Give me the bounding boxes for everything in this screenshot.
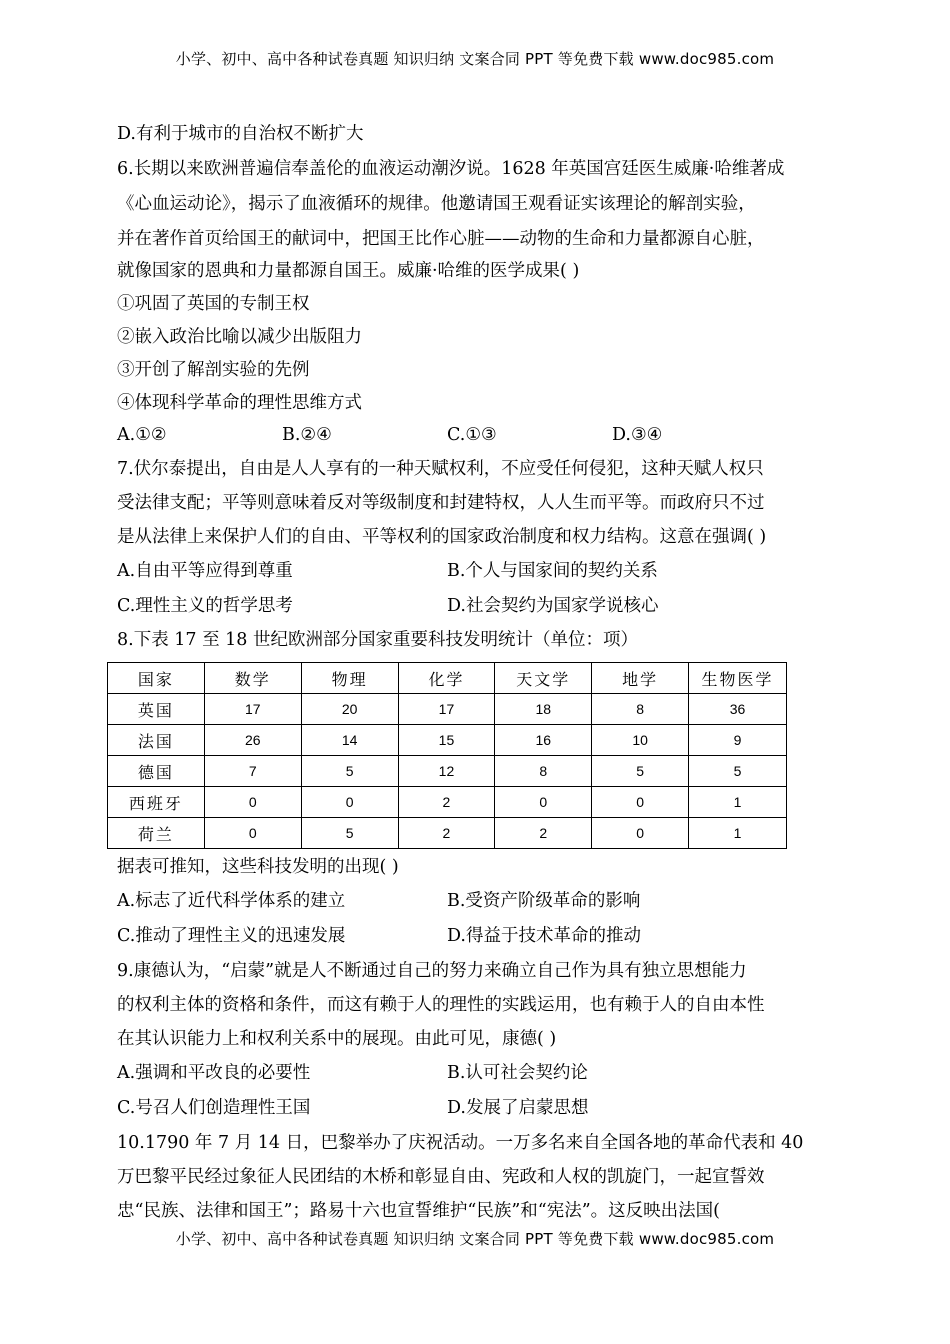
- q7-stem-line-3: 是从法律上来保护人们的自由、平等权利的国家政治制度和权力结构。这意在强调( ): [117, 527, 767, 547]
- q9-option-c: C.号召人们创造理性王国: [117, 1098, 311, 1118]
- table-header-cell: 化学: [398, 663, 495, 694]
- q6-option-d: D.③④: [612, 425, 663, 445]
- table-cell: 0: [204, 787, 301, 818]
- table-row: [108, 694, 787, 725]
- table-cell: 1: [689, 818, 787, 849]
- q8-option-a: A.标志了近代科学体系的建立: [117, 891, 346, 911]
- table-header-cell: 物理: [301, 663, 398, 694]
- q8-option-d: D.得益于技术革命的推动: [447, 926, 641, 946]
- page-footer: 小学、初中、高中各种试卷真题 知识归纳 文案合同 PPT 等免费下载 www.doc985.com: [175, 1230, 775, 1248]
- q5-option-d: D.有利于城市的自治权不断扩大: [117, 124, 364, 144]
- table-row: [108, 787, 787, 818]
- q7-option-c: C.理性主义的哲学思考: [117, 596, 293, 616]
- table-cell: 0: [495, 787, 592, 818]
- q6-stem-line-2: 《心血运动论》，揭示了血液循环的规律。他邀请国王观看证实该理论的解剖实验，: [117, 194, 756, 214]
- table-row: [108, 756, 787, 787]
- table-cell: 8: [592, 694, 689, 725]
- q7-option-b: B.个人与国家间的契约关系: [447, 561, 658, 581]
- q9-option-b: B.认可社会契约论: [447, 1063, 588, 1083]
- q6-item-2: ②嵌入政治比喻以减少出版阻力: [117, 327, 362, 347]
- table-cell: 36: [689, 694, 787, 725]
- table-cell: 2: [398, 818, 495, 849]
- table-cell: 法国: [108, 725, 205, 756]
- table-cell: 0: [592, 787, 689, 818]
- table-cell: 26: [204, 725, 301, 756]
- q10-stem-line-1: 10.1790 年 7 月 14 日，巴黎举办了庆祝活动。一万多名来自全国各地的革命代表和 40: [117, 1133, 804, 1153]
- table-cell: 德国: [108, 756, 205, 787]
- table-cell: 5: [301, 756, 398, 787]
- q6-option-b: B.②④: [282, 425, 332, 445]
- q6-stem-line-4: 就像国家的恩典和力量都源自国王。威廉·哈维的医学成果( ): [117, 261, 580, 281]
- table-cell: 英国: [108, 694, 205, 725]
- q9-option-a: A.强调和平改良的必要性: [117, 1063, 311, 1083]
- table-cell: 西班牙: [108, 787, 205, 818]
- table-cell: 18: [495, 694, 592, 725]
- table-cell: 荷兰: [108, 818, 205, 849]
- table-cell: 5: [301, 818, 398, 849]
- table-cell: 7: [204, 756, 301, 787]
- table-cell: 12: [398, 756, 495, 787]
- q6-item-4: ④体现科学革命的理性思维方式: [117, 393, 362, 413]
- q6-item-1: ①巩固了英国的专制王权: [117, 294, 310, 314]
- invention-statistics-table: [107, 662, 787, 849]
- q8-option-b: B.受资产阶级革命的影响: [447, 891, 641, 911]
- q9-stem-line-1: 9.康德认为，“启蒙”就是人不断通过自己的努力来确立自己作为具有独立思想能力: [117, 961, 747, 981]
- table-cell: 2: [495, 818, 592, 849]
- table-cell: 14: [301, 725, 398, 756]
- q8-after-table: 据表可推知，这些科技发明的出现( ): [117, 857, 399, 877]
- table-cell: 15: [398, 725, 495, 756]
- table-header-cell: 数学: [204, 663, 301, 694]
- q6-option-a: A.①②: [117, 425, 167, 445]
- table-cell: 0: [592, 818, 689, 849]
- q7-stem-line-2: 受法律支配；平等则意味着反对等级制度和封建特权，人人生而平等。而政府只不过: [117, 493, 765, 513]
- table-row: [108, 818, 787, 849]
- q9-stem-line-3: 在其认识能力上和权利关系中的展现。由此可见，康德( ): [117, 1029, 557, 1049]
- table-cell: 0: [301, 787, 398, 818]
- table-cell: 16: [495, 725, 592, 756]
- table-cell: 5: [689, 756, 787, 787]
- table-cell: 17: [204, 694, 301, 725]
- table-cell: 5: [592, 756, 689, 787]
- q6-item-3: ③开创了解剖实验的先例: [117, 360, 310, 380]
- q6-option-c: C.①③: [447, 425, 497, 445]
- table-header-cell: 国家: [108, 663, 205, 694]
- q8-stem: 8.下表 17 至 18 世纪欧洲部分国家重要科技发明统计（单位：项）: [117, 630, 638, 650]
- q9-stem-line-2: 的权利主体的资格和条件，而这有赖于人的理性的实践运用，也有赖于人的自由本性: [117, 995, 765, 1015]
- q7-option-d: D.社会契约为国家学说核心: [447, 596, 659, 616]
- table-header-cell: 地学: [592, 663, 689, 694]
- q6-stem-line-1: 6.长期以来欧洲普遍信奉盖伦的血液运动潮汐说。1628 年英国宫廷医生威廉·哈维著成: [117, 159, 785, 179]
- table-cell: 17: [398, 694, 495, 725]
- table-cell: 1: [689, 787, 787, 818]
- table-cell: 0: [204, 818, 301, 849]
- q8-option-c: C.推动了理性主义的迅速发展: [117, 926, 346, 946]
- table-header-row: [108, 663, 787, 694]
- q7-stem-line-1: 7.伏尔泰提出，自由是人人享有的一种天赋权利，不应受任何侵犯，这种天赋人权只: [117, 459, 764, 479]
- q10-stem-line-2: 万巴黎平民经过象征人民团结的木桥和彰显自由、宪政和人权的凯旋门，一起宣誓效: [117, 1167, 765, 1187]
- table-cell: 8: [495, 756, 592, 787]
- table-header-cell: 生物医学: [689, 663, 787, 694]
- table-header-cell: 天文学: [495, 663, 592, 694]
- table-cell: 9: [689, 725, 787, 756]
- table-cell: 20: [301, 694, 398, 725]
- page-header: 小学、初中、高中各种试卷真题 知识归纳 文案合同 PPT 等免费下载 www.doc985.com: [175, 50, 775, 68]
- q10-stem-line-3: 忠“民族、法律和国王”；路易十六也宣誓维护“民族”和“宪法”。这反映出法国(: [117, 1201, 721, 1221]
- q9-option-d: D.发展了启蒙思想: [447, 1098, 589, 1118]
- q6-stem-line-3: 并在著作首页给国王的献词中，把国王比作心脏——动物的生命和力量都源自心脏，: [117, 229, 765, 249]
- q7-option-a: A.自由平等应得到尊重: [117, 561, 293, 581]
- table-row: [108, 725, 787, 756]
- table-cell: 2: [398, 787, 495, 818]
- table-cell: 10: [592, 725, 689, 756]
